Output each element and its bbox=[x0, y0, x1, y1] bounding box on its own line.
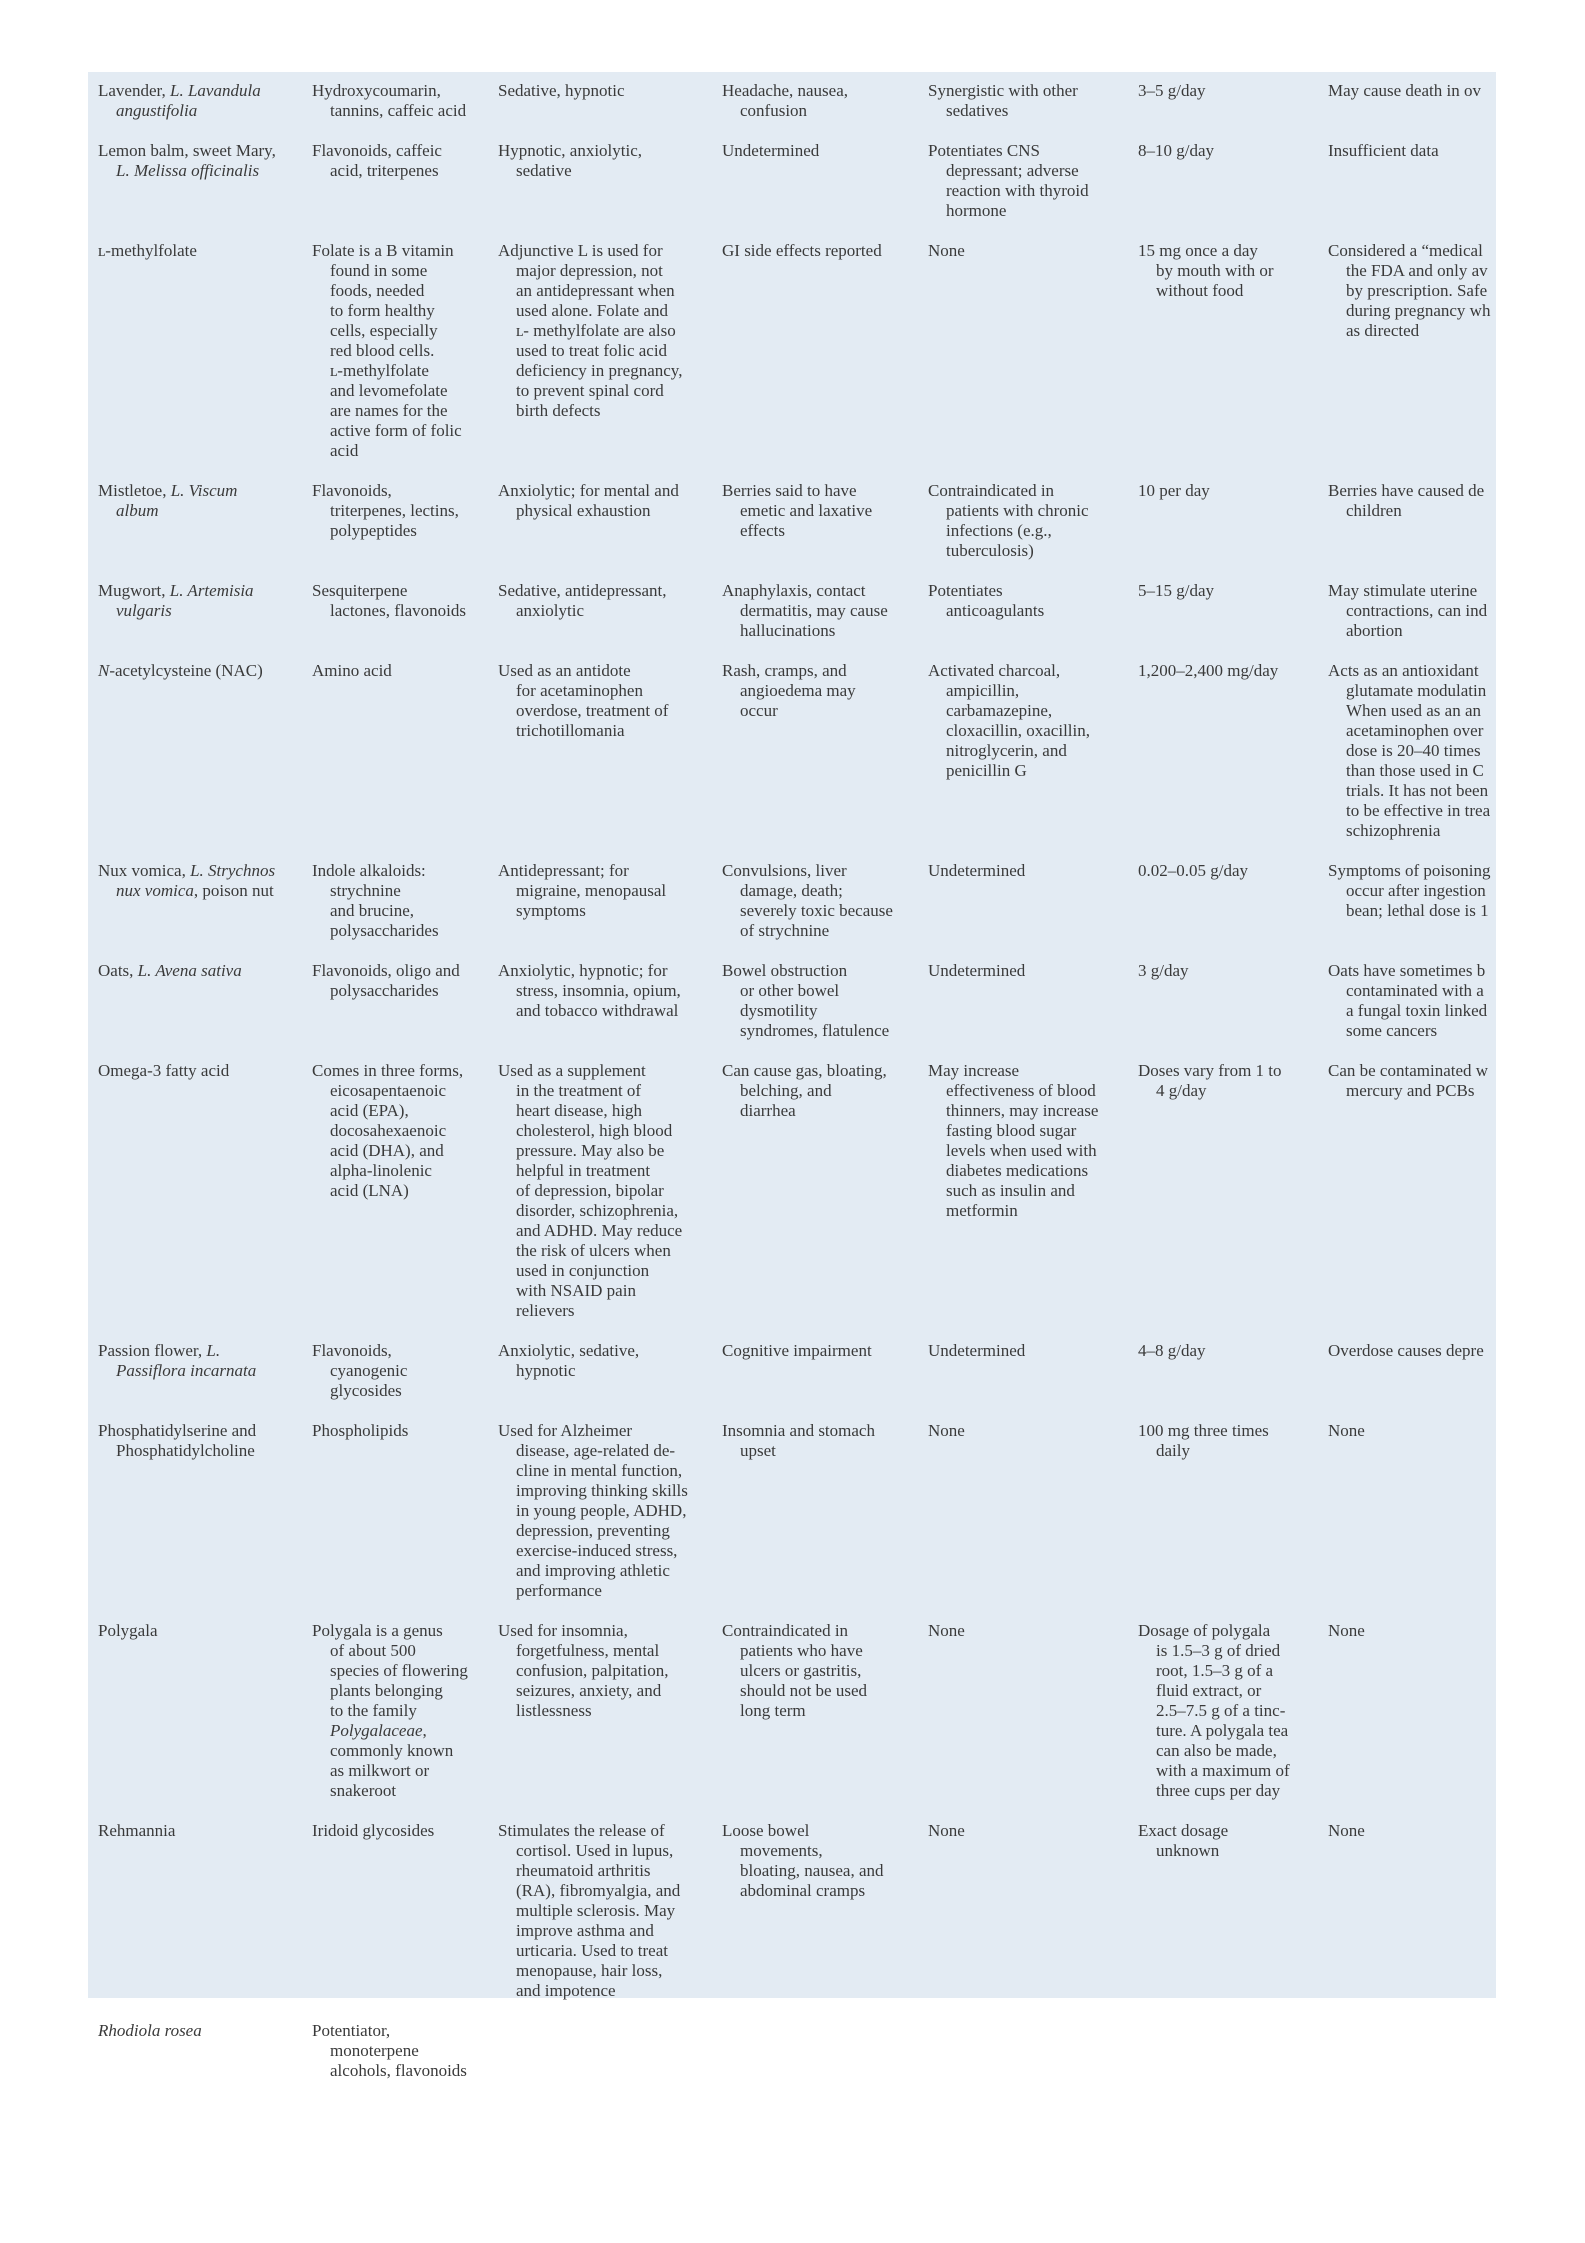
components-cell bbox=[302, 132, 488, 232]
comments-text: Acts as an antioxidant glutamate modulatin When used as an an acetaminophen over dose is 20–40 times than those used in C trials. It has not been to be effective in trea schizophrenia bbox=[1328, 661, 1491, 840]
uses-text: Stimulates the release of cortisol. Used in lupus, rheumatoid arthritis (RA), fibromyalgia, and multiple sclerosis. May improve asthma and urticaria. Used to treat menopause, hair loss, and impotence bbox=[498, 1821, 681, 2000]
components-text: Potentiator, monoterpene alcohols, flavonoids bbox=[312, 2021, 467, 2080]
dosage-text: 15 mg once a day by mouth with or without food bbox=[1138, 241, 1274, 300]
side-effects-cell bbox=[712, 2012, 918, 2092]
herb-name-text: Polygala bbox=[98, 1621, 158, 1640]
dosage-cell bbox=[1128, 852, 1318, 952]
comments-cell bbox=[1318, 232, 1568, 472]
herb-name-cell bbox=[88, 132, 302, 232]
uses-text: Antidepressant; for migraine, menopausal symptoms bbox=[498, 861, 667, 920]
dosage-text: 0.02–0.05 g/day bbox=[1138, 861, 1249, 880]
interactions-text: Activated charcoal, ampicillin, carbamazepine, cloxacillin, oxacillin, nitroglycerin, and penicillin G bbox=[928, 661, 1090, 780]
dosage-cell bbox=[1128, 1412, 1318, 1612]
dosage-text: 3–5 g/day bbox=[1138, 81, 1206, 100]
dosage-text: 10 per day bbox=[1138, 481, 1210, 500]
table-row bbox=[88, 952, 1568, 1052]
comments-text: Insufficient data bbox=[1328, 141, 1439, 160]
table-row bbox=[88, 852, 1568, 952]
interactions-cell bbox=[918, 232, 1128, 472]
components-text: Folate is a B vitamin found in some foods, needed to form healthy cells, especially red blood cells. ʟ-methylfolate and levomefolate are names for the active form of folic acid bbox=[312, 241, 462, 460]
dosage-text: 4–8 g/day bbox=[1138, 1341, 1206, 1360]
interactions-text: None bbox=[928, 241, 965, 260]
comments-cell bbox=[1318, 132, 1568, 232]
side-effects-text: GI side effects reported bbox=[722, 241, 882, 260]
uses-cell bbox=[488, 472, 712, 572]
uses-text: Adjunctive L is used for major depression, not an antidepressant when used alone. Folate and ʟ- methylfolate are also used to treat folic acid deficiency in pregnancy, to prevent spinal cord birth defects bbox=[498, 241, 683, 420]
dosage-cell bbox=[1128, 472, 1318, 572]
uses-cell bbox=[488, 2012, 712, 2092]
components-text: Polygala is a genus of about 500 species of flowering plants belonging to the family Polygalaceae, commonly known as milkwort or snakeroot bbox=[312, 1621, 468, 1800]
herb-name-text: Rhodiola rosea bbox=[98, 2021, 202, 2040]
table-row bbox=[88, 1812, 1568, 2012]
components-cell bbox=[302, 1612, 488, 1812]
uses-text: Anxiolytic, hypnotic; for stress, insomnia, opium, and tobacco withdrawal bbox=[498, 961, 681, 1020]
side-effects-text: Berries said to have emetic and laxative effects bbox=[722, 481, 873, 540]
table-row bbox=[88, 232, 1568, 472]
herb-name-text: Lavender, L. Lavandula angustifolia bbox=[98, 81, 261, 120]
dosage-text: 100 mg three times daily bbox=[1138, 1421, 1269, 1460]
table-body bbox=[88, 72, 1568, 2092]
interactions-cell bbox=[918, 132, 1128, 232]
herb-name-text: Mugwort, L. Artemisia vulgaris bbox=[98, 581, 254, 620]
herb-name-cell bbox=[88, 572, 302, 652]
table-row bbox=[88, 1612, 1568, 1812]
comments-cell bbox=[1318, 472, 1568, 572]
side-effects-text: Anaphylaxis, contact dermatitis, may cause hallucinations bbox=[722, 581, 888, 640]
dosage-cell bbox=[1128, 1612, 1318, 1812]
dosage-cell bbox=[1128, 2012, 1318, 2092]
herb-name-text: ʟ-methylfolate bbox=[98, 241, 197, 260]
uses-cell bbox=[488, 1332, 712, 1412]
herb-name-cell bbox=[88, 1412, 302, 1612]
interactions-cell bbox=[918, 652, 1128, 852]
comments-cell bbox=[1318, 852, 1568, 952]
comments-cell bbox=[1318, 1412, 1568, 1612]
comments-text: Symptoms of poisoning occur after ingestion bean; lethal dose is 1 bbox=[1328, 861, 1491, 920]
comments-text: None bbox=[1328, 1421, 1365, 1440]
herb-name-text: Rehmannia bbox=[98, 1821, 176, 1840]
dosage-cell bbox=[1128, 572, 1318, 652]
herb-name-text: N-acetylcysteine (NAC) bbox=[98, 661, 263, 680]
table-row bbox=[88, 1332, 1568, 1412]
herb-name-cell bbox=[88, 1332, 302, 1412]
components-cell bbox=[302, 1332, 488, 1412]
side-effects-text: Bowel obstruction or other bowel dysmotility syndromes, flatulence bbox=[722, 961, 890, 1040]
components-cell bbox=[302, 232, 488, 472]
side-effects-cell bbox=[712, 232, 918, 472]
herb-name-text: Passion flower, L. Passiflora incarnata bbox=[98, 1341, 257, 1380]
side-effects-cell bbox=[712, 1612, 918, 1812]
interactions-text: None bbox=[928, 1621, 965, 1640]
uses-text: Hypnotic, anxiolytic, sedative bbox=[498, 141, 643, 180]
comments-cell bbox=[1318, 572, 1568, 652]
herb-name-cell bbox=[88, 952, 302, 1052]
interactions-cell bbox=[918, 852, 1128, 952]
herb-name-text: Omega-3 fatty acid bbox=[98, 1061, 230, 1080]
uses-cell bbox=[488, 1412, 712, 1612]
uses-text: Used for insomnia, forgetfulness, mental confusion, palpitation, seizures, anxiety, and listlessness bbox=[498, 1621, 669, 1720]
interactions-cell bbox=[918, 1332, 1128, 1412]
uses-text: Used as an antidote for acetaminophen overdose, treatment of trichotillomania bbox=[498, 661, 669, 740]
herb-name-cell bbox=[88, 1812, 302, 2012]
uses-cell bbox=[488, 652, 712, 852]
components-text: Hydroxycoumarin, tannins, caffeic acid bbox=[312, 81, 467, 120]
components-cell bbox=[302, 852, 488, 952]
components-text: Iridoid glycosides bbox=[312, 1821, 435, 1840]
side-effects-cell bbox=[712, 1052, 918, 1332]
dosage-text: Exact dosage unknown bbox=[1138, 1821, 1229, 1860]
interactions-text: Potentiates anticoagulants bbox=[928, 581, 1045, 620]
dosage-text: 8–10 g/day bbox=[1138, 141, 1215, 160]
side-effects-cell bbox=[712, 952, 918, 1052]
comments-text: None bbox=[1328, 1621, 1365, 1640]
interactions-cell bbox=[918, 1412, 1128, 1612]
herb-name-cell bbox=[88, 852, 302, 952]
side-effects-cell bbox=[712, 1812, 918, 2012]
comments-cell bbox=[1318, 72, 1568, 132]
herb-name-text: Oats, L. Avena sativa bbox=[98, 961, 242, 980]
dosage-cell bbox=[1128, 72, 1318, 132]
table-row bbox=[88, 132, 1568, 232]
interactions-cell bbox=[918, 72, 1128, 132]
uses-text: Sedative, antidepressant, anxiolytic bbox=[498, 581, 667, 620]
dosage-cell bbox=[1128, 1332, 1318, 1412]
comments-text: None bbox=[1328, 1821, 1365, 1840]
side-effects-text: Contraindicated in patients who have ulcers or gastritis, should not be used long term bbox=[722, 1621, 868, 1720]
comments-text: May cause death in ov bbox=[1328, 81, 1481, 100]
side-effects-text: Undetermined bbox=[722, 141, 820, 160]
interactions-cell bbox=[918, 1052, 1128, 1332]
dosage-cell bbox=[1128, 232, 1318, 472]
herb-name-cell bbox=[88, 472, 302, 572]
components-cell bbox=[302, 572, 488, 652]
interactions-text: None bbox=[928, 1421, 965, 1440]
side-effects-cell bbox=[712, 72, 918, 132]
table-row bbox=[88, 652, 1568, 852]
components-text: Flavonoids, oligo and polysaccharides bbox=[312, 961, 460, 1000]
dosage-text: 3 g/day bbox=[1138, 961, 1189, 980]
comments-text: Can be contaminated w mercury and PCBs bbox=[1328, 1061, 1489, 1100]
uses-cell bbox=[488, 1612, 712, 1812]
side-effects-cell bbox=[712, 852, 918, 952]
interactions-cell bbox=[918, 2012, 1128, 2092]
dosage-cell bbox=[1128, 652, 1318, 852]
interactions-text: Undetermined bbox=[928, 861, 1026, 880]
comments-text: Overdose causes depre bbox=[1328, 1341, 1484, 1360]
side-effects-text: Can cause gas, bloating, belching, and diarrhea bbox=[722, 1061, 887, 1120]
uses-cell bbox=[488, 132, 712, 232]
components-cell bbox=[302, 72, 488, 132]
components-text: Flavonoids, triterpenes, lectins, polypeptides bbox=[312, 481, 459, 540]
side-effects-cell bbox=[712, 472, 918, 572]
components-text: Sesquiterpene lactones, flavonoids bbox=[312, 581, 466, 620]
interactions-cell bbox=[918, 1812, 1128, 2012]
components-cell bbox=[302, 472, 488, 572]
dosage-cell bbox=[1128, 1052, 1318, 1332]
table-row bbox=[88, 472, 1568, 572]
dosage-text: Dosage of polygala is 1.5–3 g of dried root, 1.5–3 g of a fluid extract, or 2.5–7.5 g of a tinc- ture. A polygala tea can also be made, with a maximum of three cups per day bbox=[1138, 1621, 1290, 1800]
side-effects-text: Convulsions, liver damage, death; severely toxic because of strychnine bbox=[722, 861, 893, 940]
comments-cell bbox=[1318, 1332, 1568, 1412]
components-cell bbox=[302, 1052, 488, 1332]
table-row bbox=[88, 1412, 1568, 1612]
components-cell bbox=[302, 2012, 488, 2092]
comments-cell bbox=[1318, 652, 1568, 852]
interactions-cell bbox=[918, 1612, 1128, 1812]
side-effects-cell bbox=[712, 652, 918, 852]
dosage-cell bbox=[1128, 1812, 1318, 2012]
comments-cell bbox=[1318, 952, 1568, 1052]
components-text: Amino acid bbox=[312, 661, 392, 680]
herb-name-text: Nux vomica, L. Strychnos nux vomica, poison nut bbox=[98, 861, 276, 900]
components-text: Phospholipids bbox=[312, 1421, 409, 1440]
comments-cell bbox=[1318, 1052, 1568, 1332]
herb-name-text: Phosphatidylserine and Phosphatidylcholine bbox=[98, 1421, 257, 1460]
interactions-text: Synergistic with other sedatives bbox=[928, 81, 1078, 120]
side-effects-cell bbox=[712, 1412, 918, 1612]
interactions-cell bbox=[918, 952, 1128, 1052]
herb-name-cell bbox=[88, 232, 302, 472]
side-effects-text: Loose bowel movements, bloating, nausea, and abdominal cramps bbox=[722, 1821, 884, 1900]
uses-cell bbox=[488, 1812, 712, 2012]
side-effects-text: Headache, nausea, confusion bbox=[722, 81, 849, 120]
interactions-cell bbox=[918, 472, 1128, 572]
dosage-cell bbox=[1128, 132, 1318, 232]
herbal-supplement-table bbox=[88, 72, 1568, 2092]
components-cell bbox=[302, 1412, 488, 1612]
table-row bbox=[88, 572, 1568, 652]
herb-name-cell bbox=[88, 1052, 302, 1332]
table-row bbox=[88, 2012, 1568, 2092]
uses-text: Anxiolytic, sedative, hypnotic bbox=[498, 1341, 640, 1380]
side-effects-text: Insomnia and stomach upset bbox=[722, 1421, 875, 1460]
comments-cell bbox=[1318, 1612, 1568, 1812]
uses-text: Sedative, hypnotic bbox=[498, 81, 625, 100]
uses-cell bbox=[488, 952, 712, 1052]
herb-name-text: Mistletoe, L. Viscum album bbox=[98, 481, 238, 520]
herb-name-text: Lemon balm, sweet Mary, L. Melissa officinalis bbox=[98, 141, 276, 180]
components-cell bbox=[302, 652, 488, 852]
interactions-text: None bbox=[928, 1821, 965, 1840]
interactions-text: Contraindicated in patients with chronic infections (e.g., tuberculosis) bbox=[928, 481, 1089, 560]
components-text: Flavonoids, cyanogenic glycosides bbox=[312, 1341, 408, 1400]
side-effects-cell bbox=[712, 572, 918, 652]
side-effects-cell bbox=[712, 1332, 918, 1412]
herb-name-cell bbox=[88, 652, 302, 852]
uses-text: Anxiolytic; for mental and physical exhaustion bbox=[498, 481, 679, 520]
uses-cell bbox=[488, 72, 712, 132]
interactions-text: Potentiates CNS depressant; adverse reaction with thyroid hormone bbox=[928, 141, 1089, 220]
side-effects-text: Rash, cramps, and angioedema may occur bbox=[722, 661, 856, 720]
herb-name-cell bbox=[88, 2012, 302, 2092]
uses-cell bbox=[488, 1052, 712, 1332]
side-effects-cell bbox=[712, 132, 918, 232]
interactions-cell bbox=[918, 572, 1128, 652]
uses-text: Used for Alzheimer disease, age-related de- cline in mental function, improving thinking skills in young people, ADHD, depression, preventing exercise-induced stress, and improving athletic performance bbox=[498, 1421, 688, 1600]
comments-text: Oats have sometimes b contaminated with a a fungal toxin linked some cancers bbox=[1328, 961, 1488, 1040]
comments-text: Berries have caused de children bbox=[1328, 481, 1485, 520]
side-effects-text: Cognitive impairment bbox=[722, 1341, 872, 1360]
comments-text: May stimulate uterine contractions, can ind abortion bbox=[1328, 581, 1488, 640]
comments-text: Considered a “medical the FDA and only av by prescription. Safe during pregnancy wh as directed bbox=[1328, 241, 1491, 340]
components-cell bbox=[302, 952, 488, 1052]
herb-name-cell bbox=[88, 72, 302, 132]
comments-cell bbox=[1318, 2012, 1568, 2092]
uses-text: Used as a supplement in the treatment of heart disease, high cholesterol, high blood pressure. May also be helpful in treatment of depression, bipolar disorder, schizophrenia, and ADHD. May reduce the risk of ulcers when used in conjunction with NSAID pain relievers bbox=[498, 1061, 683, 1320]
components-text: Flavonoids, caffeic acid, triterpenes bbox=[312, 141, 442, 180]
interactions-text: Undetermined bbox=[928, 1341, 1026, 1360]
dosage-text: 1,200–2,400 mg/day bbox=[1138, 661, 1279, 680]
comments-cell bbox=[1318, 1812, 1568, 2012]
table-row bbox=[88, 72, 1568, 132]
uses-cell bbox=[488, 852, 712, 952]
components-cell bbox=[302, 1812, 488, 2012]
dosage-text: Doses vary from 1 to 4 g/day bbox=[1138, 1061, 1282, 1100]
components-text: Indole alkaloids: strychnine and brucine, polysaccharides bbox=[312, 861, 439, 940]
interactions-text: Undetermined bbox=[928, 961, 1026, 980]
table-page bbox=[88, 72, 1496, 2080]
dosage-text: 5–15 g/day bbox=[1138, 581, 1215, 600]
interactions-text: May increase effectiveness of blood thinners, may increase fasting blood sugar levels when used with diabetes medications such as insulin and metformin bbox=[928, 1061, 1099, 1220]
components-text: Comes in three forms, eicosapentaenoic acid (EPA), docosahexaenoic acid (DHA), and alpha-linolenic acid (LNA) bbox=[312, 1061, 464, 1200]
herb-name-cell bbox=[88, 1612, 302, 1812]
dosage-cell bbox=[1128, 952, 1318, 1052]
uses-cell bbox=[488, 232, 712, 472]
table-row bbox=[88, 1052, 1568, 1332]
uses-cell bbox=[488, 572, 712, 652]
